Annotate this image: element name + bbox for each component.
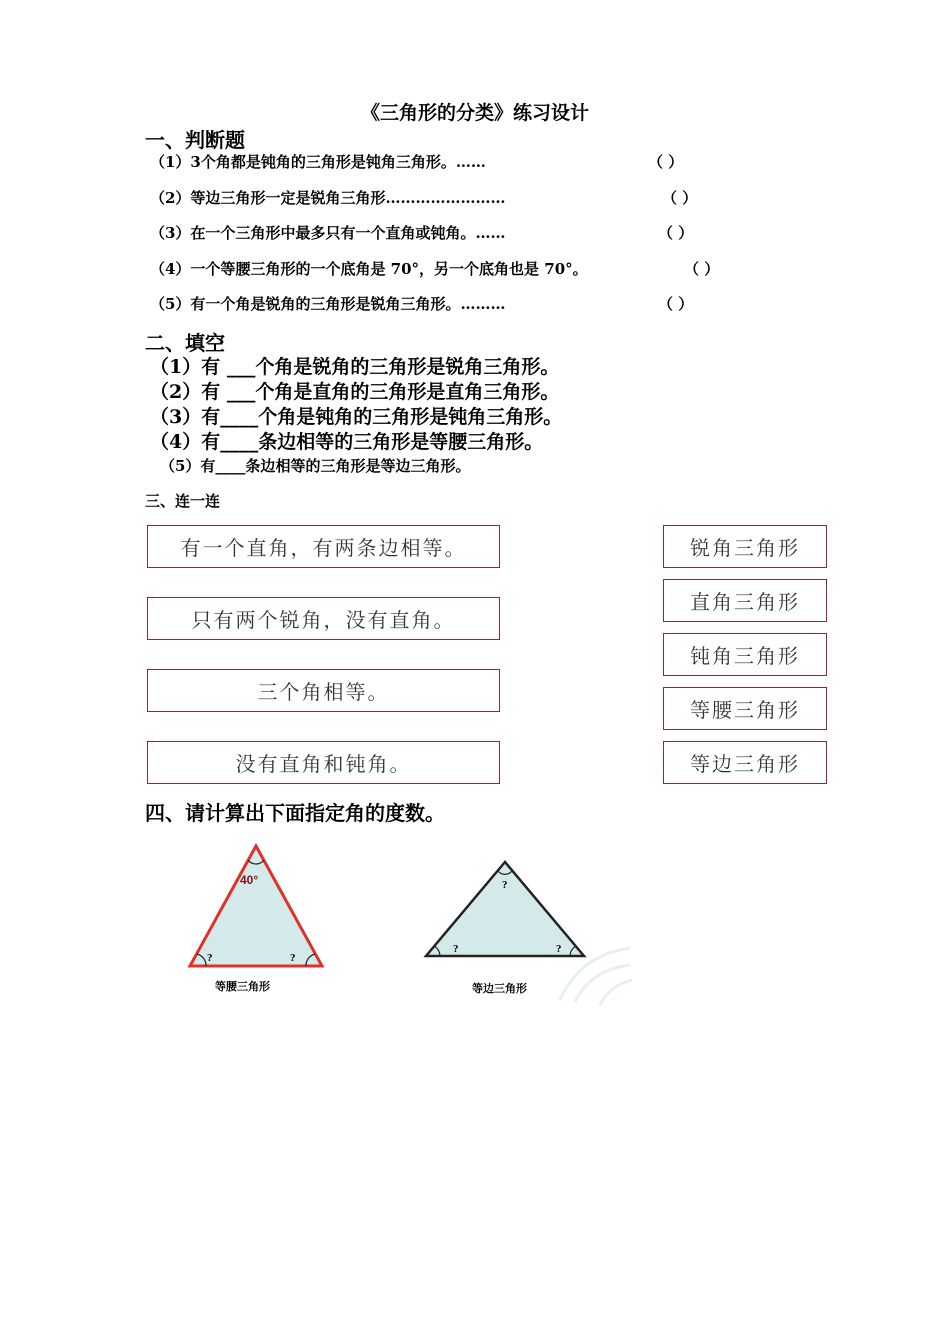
section2-heading: 二、填空	[145, 331, 225, 355]
match-right-4[interactable]: 等腰三角形	[663, 687, 827, 730]
left-angle-label: ?	[207, 952, 213, 964]
section3-heading: 三、连一连	[145, 492, 221, 510]
match-right-5[interactable]: 等边三角形	[663, 741, 827, 784]
section4-heading: 四、请计算出下面指定角的度数。	[145, 801, 445, 825]
apex-angle-label: 40°	[240, 873, 259, 887]
bottom-left-angle-label: ?	[453, 943, 459, 955]
top-angle-label: ?	[502, 879, 508, 891]
equilateral-triangle	[426, 862, 584, 956]
triangle-figures	[180, 840, 650, 1010]
judge-answer-3[interactable]: （ ）	[658, 224, 694, 242]
judge-item-5: （5）有一个角是锐角的三角形是锐角三角形。………	[150, 295, 506, 313]
match-left-4[interactable]: 没有直角和钝角。	[147, 741, 500, 784]
page-title: 《三角形的分类》练习设计	[360, 102, 589, 124]
judge-answer-1[interactable]: （ ）	[648, 153, 684, 171]
match-left-1[interactable]: 有一个直角，有两条边相等。	[147, 525, 500, 568]
judge-item-3: （3）在一个三角形中最多只有一个直角或钝角。……	[150, 224, 506, 242]
fill-item-1: （1）有 ___个角是锐角的三角形是锐角三角形。	[150, 356, 560, 378]
fill-item-5: （5）有____条边相等的三角形是等边三角形。	[160, 457, 471, 475]
judge-item-4: （4）一个等腰三角形的一个底角是 70°，另一个底角也是 70°。	[150, 260, 588, 278]
judge-answer-5[interactable]: （ ）	[658, 295, 694, 313]
match-right-1[interactable]: 锐角三角形	[663, 525, 827, 568]
judge-item-1: （1）3个角都是钝角的三角形是钝角三角形。……	[150, 153, 486, 171]
section1-heading: 一、判断题	[145, 128, 245, 152]
match-right-3[interactable]: 钝角三角形	[663, 633, 827, 676]
match-left-2[interactable]: 只有两个锐角，没有直角。	[147, 597, 500, 640]
judge-answer-4[interactable]: （ ）	[684, 260, 720, 278]
bottom-right-angle-label: ?	[556, 943, 562, 955]
right-angle-label: ?	[290, 952, 296, 964]
isosceles-caption: 等腰三角形	[215, 981, 270, 993]
match-left-3[interactable]: 三个角相等。	[147, 669, 500, 712]
fill-item-3: （3）有____个角是钝角的三角形是钝角三角形。	[150, 406, 563, 428]
judge-answer-2[interactable]: （ ）	[662, 189, 698, 207]
fill-item-2: （2）有 ___个角是直角的三角形是直角三角形。	[150, 381, 560, 403]
fill-item-4: （4）有____条边相等的三角形是等腰三角形。	[150, 431, 544, 453]
match-right-2[interactable]: 直角三角形	[663, 579, 827, 622]
equilateral-caption: 等边三角形	[472, 983, 527, 995]
judge-item-2: （2）等边三角形一定是锐角三角形……………………	[150, 189, 506, 207]
